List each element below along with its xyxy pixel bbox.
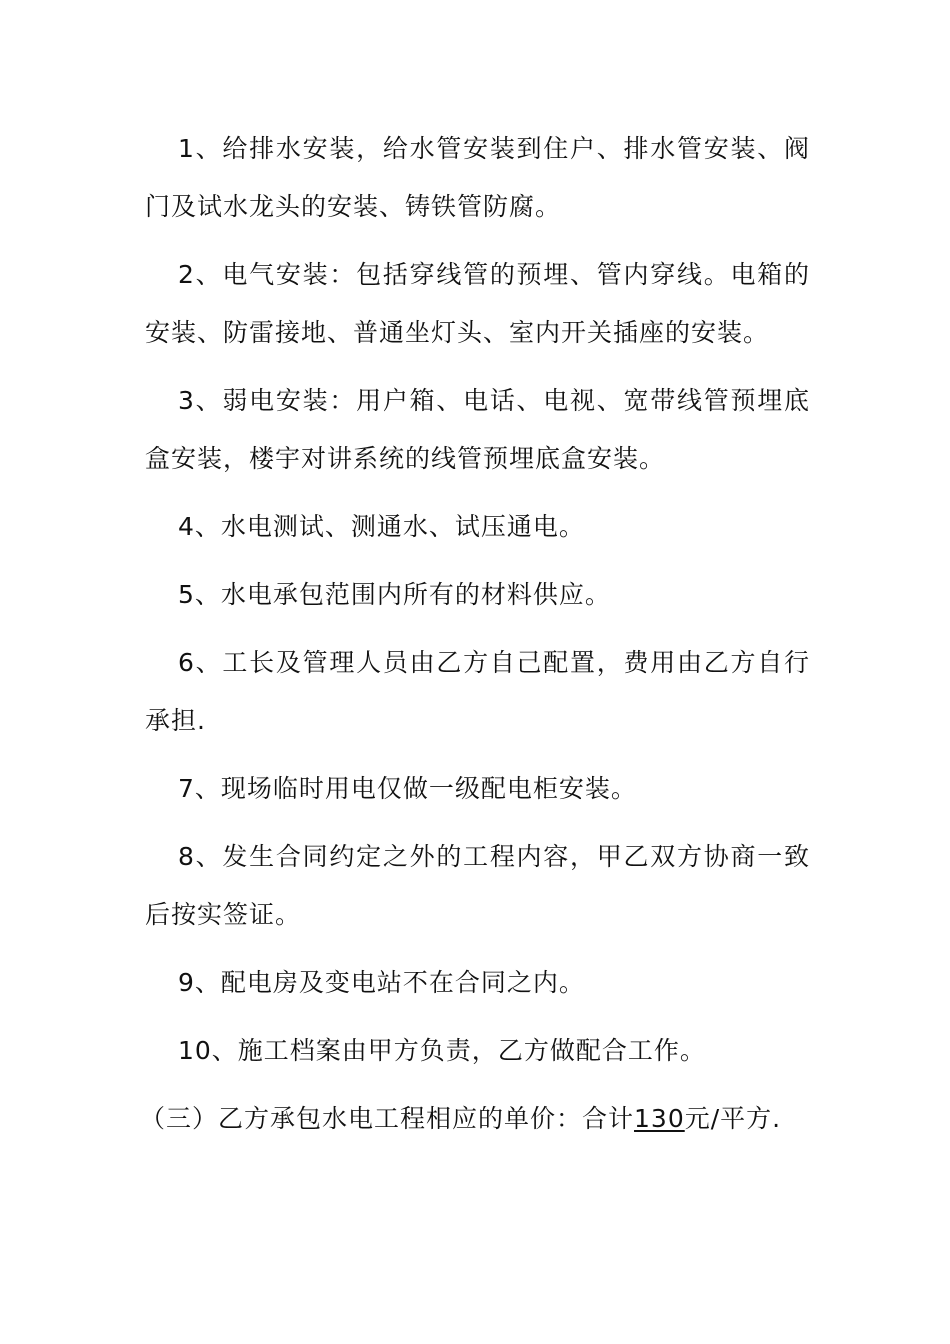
unit-price-prefix: （三）乙方承包水电工程相应的单价：合计 (140, 1104, 635, 1133)
item-paragraph-3: 3、弱电安装：用户箱、电话、电视、宽带线管预埋底盒安装，楼宇对讲系统的线管预埋底盒安装。 (145, 386, 810, 473)
item-paragraph-10: 10、施工档案由甲方负责，乙方做配合工作。 (178, 1036, 706, 1065)
item-paragraph-4: 4、水电测试、测通水、试压通电。 (178, 512, 585, 541)
document-body (140, 120, 810, 1148)
unit-price-amount: 130 (634, 1104, 685, 1133)
item-paragraph-1: 1、给排水安装，给水管安装到住户、排水管安装、阀门及试水龙头的安装、铸铁管防腐。 (145, 134, 810, 221)
unit-price-line (140, 1090, 810, 1148)
item-paragraph-8: 8、发生合同约定之外的工程内容，甲乙双方协商一致后按实签证。 (145, 842, 810, 929)
item-paragraph-7: 7、现场临时用电仅做一级配电柜安装。 (178, 774, 637, 803)
item-paragraph-2: 2、电气安装：包括穿线管的预埋、管内穿线。电箱的安装、防雷接地、普通坐灯头、室内开关插座的安装。 (145, 260, 810, 347)
item-paragraph-9: 9、配电房及变电站不在合同之内。 (178, 968, 585, 997)
item-paragraph-6: 6、工长及管理人员由乙方自己配置，费用由乙方自行承担. (145, 648, 810, 735)
item-paragraph-5: 5、水电承包范围内所有的材料供应。 (178, 580, 611, 609)
unit-price-suffix: 元/平方. (684, 1104, 782, 1133)
